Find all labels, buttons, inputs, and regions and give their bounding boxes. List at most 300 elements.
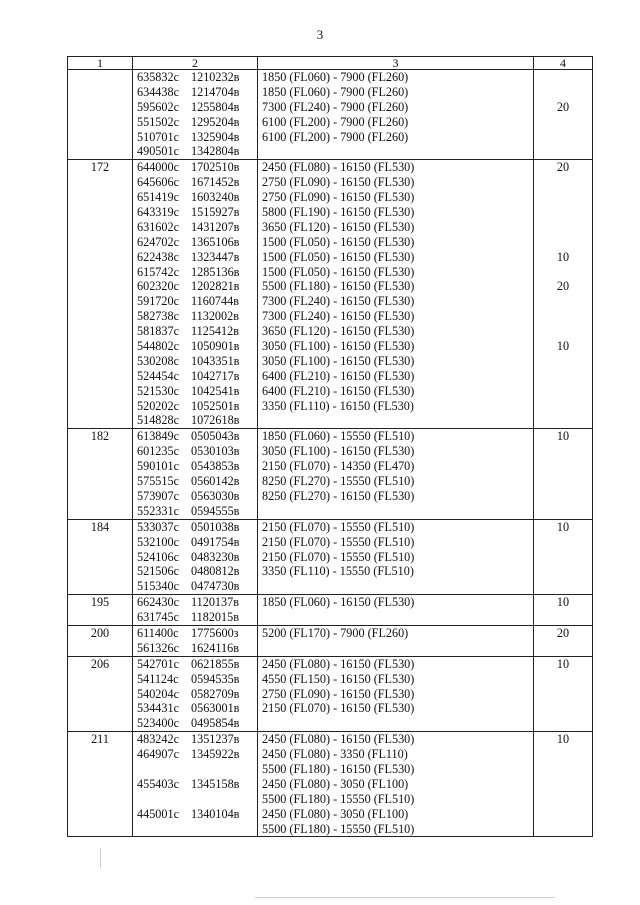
coordinate-line bbox=[137, 641, 253, 656]
longitude: 1132002в bbox=[191, 309, 239, 324]
longitude: 1125412в bbox=[191, 324, 239, 339]
latitude: 524106с bbox=[137, 549, 179, 564]
latitude: 582738с bbox=[137, 309, 179, 324]
latitude: 602320с bbox=[137, 279, 179, 294]
latitude: 514828с bbox=[137, 413, 179, 428]
coordinate-line bbox=[137, 504, 253, 519]
latitude: 662430с bbox=[137, 595, 179, 610]
coordinate-line bbox=[137, 175, 253, 190]
altitude-range: 2750 (FL090) - 16150 (FL530) bbox=[262, 175, 415, 190]
latitude: 521506с bbox=[137, 564, 179, 579]
latitude: 631745с bbox=[137, 610, 179, 625]
coordinate-line bbox=[137, 520, 253, 535]
altitude-range: 5800 (FL190) - 16150 (FL530) bbox=[262, 205, 415, 220]
longitude: 1702510в bbox=[191, 160, 240, 175]
longitude: 1182015в bbox=[191, 610, 239, 625]
altitude-range: 5500 (FL180) - 15550 (FL510) bbox=[262, 821, 415, 836]
altitude-range: 2150 (FL070) - 16150 (FL530) bbox=[262, 701, 415, 716]
coordinates-cell bbox=[133, 70, 258, 160]
altitude-range: 3350 (FL110) - 15550 (FL510) bbox=[262, 564, 414, 579]
longitude: 0501038в bbox=[191, 519, 240, 534]
latitude: 483242с bbox=[137, 732, 179, 747]
altitude-range: 3650 (FL120) - 16150 (FL530) bbox=[262, 219, 415, 234]
altitude-range: 1850 (FL060) - 7900 (FL260) bbox=[262, 84, 409, 99]
latitude: 561326с bbox=[137, 640, 179, 655]
table-group-row bbox=[68, 70, 593, 160]
coordinate-line bbox=[137, 130, 253, 145]
longitude: 0480812в bbox=[191, 564, 240, 579]
scan-artifact-line bbox=[100, 848, 101, 868]
coordinate-line bbox=[137, 489, 253, 504]
latitude: 544802с bbox=[137, 339, 179, 354]
group-id: 184 bbox=[90, 519, 110, 534]
longitude: 0594535в bbox=[191, 671, 240, 686]
value: 10 bbox=[556, 519, 570, 534]
group-id: 172 bbox=[90, 160, 110, 175]
longitude: 1042541в bbox=[191, 383, 240, 398]
value: 20 bbox=[556, 160, 570, 175]
value bbox=[538, 807, 588, 822]
group-id: 206 bbox=[90, 656, 110, 671]
altitude-range: 7300 (FL240) - 7900 (FL260) bbox=[262, 99, 409, 114]
latitude: 515340с bbox=[137, 579, 179, 594]
latitude: 581837с bbox=[137, 324, 179, 339]
value: 10 bbox=[556, 656, 570, 671]
latitude: 533037с bbox=[137, 519, 179, 534]
latitude: 624702с bbox=[137, 234, 179, 249]
altitude-range: 1850 (FL060) - 15550 (FL510) bbox=[262, 429, 415, 444]
latitude: 540204с bbox=[137, 686, 179, 701]
table-header-row bbox=[68, 57, 593, 70]
coordinate-line bbox=[137, 294, 253, 309]
value: 10 bbox=[556, 429, 570, 444]
altitude-range bbox=[262, 610, 529, 625]
longitude: 1323447в bbox=[191, 249, 240, 264]
coordinate-line bbox=[137, 100, 253, 115]
altitude-range: 3650 (FL120) - 16150 (FL530) bbox=[262, 324, 415, 339]
value bbox=[538, 777, 588, 792]
longitude: 1624116в bbox=[191, 640, 239, 655]
altitude-range: 8250 (FL270) - 15550 (FL510) bbox=[262, 474, 415, 489]
altitude-range: 2450 (FL080) - 3050 (FL100) bbox=[262, 806, 409, 821]
longitude: 1351237в bbox=[191, 732, 240, 747]
altitude-cell bbox=[258, 160, 534, 429]
coordinate-line bbox=[137, 732, 253, 747]
coordinate-line bbox=[137, 716, 253, 731]
latitude: 534431с bbox=[137, 701, 179, 716]
longitude: 0483230в bbox=[191, 549, 240, 564]
altitude-range: 1500 (FL050) - 16150 (FL530) bbox=[262, 264, 415, 279]
altitude-range: 2750 (FL090) - 16150 (FL530) bbox=[262, 190, 415, 205]
coordinate-line bbox=[137, 70, 253, 85]
altitude-range: 5200 (FL170) - 7900 (FL260) bbox=[262, 625, 409, 640]
coordinate-line bbox=[137, 220, 253, 235]
table-group-row bbox=[68, 625, 593, 656]
group-id: 211 bbox=[91, 732, 109, 747]
latitude bbox=[137, 792, 191, 807]
value bbox=[538, 792, 588, 807]
value bbox=[538, 641, 588, 656]
scan-artifact-line bbox=[255, 897, 555, 898]
altitude-range: 3350 (FL110) - 16150 (FL530) bbox=[262, 398, 414, 413]
coordinates-cell bbox=[133, 160, 258, 429]
latitude: 645606с bbox=[137, 175, 179, 190]
longitude: 0582709в bbox=[191, 686, 240, 701]
page-number: 3 bbox=[316, 27, 324, 42]
altitude-cell bbox=[258, 70, 534, 160]
coordinate-line bbox=[137, 429, 253, 444]
altitude-range: 2150 (FL070) - 14350 (FL470) bbox=[262, 459, 415, 474]
latitude: 532100с bbox=[137, 534, 179, 549]
coordinate-line bbox=[137, 672, 253, 687]
altitude-range: 1850 (FL060) - 16150 (FL530) bbox=[262, 595, 415, 610]
latitude: 631602с bbox=[137, 219, 179, 234]
longitude: 1671452в bbox=[191, 175, 240, 190]
altitude-range: 2450 (FL080) - 16150 (FL530) bbox=[262, 656, 415, 671]
latitude: 644000с bbox=[137, 160, 179, 175]
longitude: 0563001в bbox=[191, 701, 240, 716]
longitude: 1043351в bbox=[191, 353, 240, 368]
longitude: 1295204в bbox=[191, 114, 240, 129]
latitude: 530208с bbox=[137, 353, 179, 368]
altitude-range: 2450 (FL080) - 3350 (FL110) bbox=[262, 747, 408, 762]
longitude: 0594555в bbox=[191, 503, 240, 518]
coordinate-line bbox=[137, 657, 253, 672]
value bbox=[538, 716, 588, 731]
coordinate-line bbox=[137, 309, 253, 324]
latitude: 464907с bbox=[137, 747, 179, 762]
coordinate-line bbox=[137, 144, 253, 159]
altitude-range: 2150 (FL070) - 15550 (FL510) bbox=[262, 549, 415, 564]
latitude: 601235с bbox=[137, 444, 179, 459]
coordinate-line bbox=[137, 762, 253, 777]
altitude-range: 4550 (FL150) - 16150 (FL530) bbox=[262, 671, 415, 686]
value-cell bbox=[534, 160, 593, 429]
longitude: 0560142в bbox=[191, 474, 240, 489]
table-body bbox=[68, 70, 593, 837]
longitude: 1603240в bbox=[191, 190, 240, 205]
value bbox=[538, 309, 588, 324]
coordinate-line bbox=[137, 687, 253, 702]
value-cell bbox=[534, 656, 593, 731]
value-cell bbox=[534, 625, 593, 656]
latitude: 551502с bbox=[137, 114, 179, 129]
longitude: 1052501в bbox=[191, 398, 240, 413]
value-cell bbox=[534, 732, 593, 837]
coordinate-line bbox=[137, 444, 253, 459]
value bbox=[538, 220, 588, 235]
value bbox=[538, 504, 588, 519]
value bbox=[538, 413, 588, 428]
coordinate-line bbox=[137, 235, 253, 250]
value: 20 bbox=[556, 99, 570, 114]
value bbox=[538, 115, 588, 130]
altitude-range: 5500 (FL180) - 16150 (FL530) bbox=[262, 279, 415, 294]
coordinates-cell bbox=[133, 656, 258, 731]
longitude: 1255804в bbox=[191, 99, 240, 114]
altitude-cell bbox=[258, 732, 534, 837]
table-group-row bbox=[68, 519, 593, 594]
latitude: 615742с bbox=[137, 264, 179, 279]
altitude-range: 3050 (FL100) - 16150 (FL530) bbox=[262, 353, 415, 368]
longitude: 0543853в bbox=[191, 459, 240, 474]
longitude: 1050901в bbox=[191, 339, 240, 354]
value bbox=[538, 550, 588, 565]
group-id-cell bbox=[68, 160, 133, 429]
longitude: 1120137в bbox=[191, 595, 239, 610]
latitude: 552331с bbox=[137, 503, 179, 518]
altitude-range bbox=[262, 413, 529, 428]
table-group-row bbox=[68, 656, 593, 731]
group-id-cell bbox=[68, 519, 133, 594]
value bbox=[538, 474, 588, 489]
group-id: 182 bbox=[90, 429, 110, 444]
group-id: 200 bbox=[90, 625, 110, 640]
latitude: 651419с bbox=[137, 190, 179, 205]
value bbox=[538, 384, 588, 399]
longitude: 1345158в bbox=[191, 776, 240, 791]
value bbox=[538, 610, 588, 625]
coordinate-line bbox=[137, 265, 253, 280]
latitude: 622438с bbox=[137, 249, 179, 264]
coordinate-line bbox=[137, 822, 253, 837]
value-cell bbox=[534, 595, 593, 626]
value bbox=[538, 747, 588, 762]
value-cell bbox=[534, 429, 593, 519]
coordinate-line bbox=[137, 610, 253, 625]
coordinate-line bbox=[137, 384, 253, 399]
value bbox=[538, 324, 588, 339]
value bbox=[538, 369, 588, 384]
group-id bbox=[72, 70, 128, 85]
latitude: 490501с bbox=[137, 144, 179, 159]
altitude-range: 6400 (FL210) - 16150 (FL530) bbox=[262, 383, 415, 398]
altitude-range: 2450 (FL080) - 3050 (FL100) bbox=[262, 776, 409, 791]
value bbox=[538, 235, 588, 250]
altitude-range bbox=[262, 579, 529, 594]
group-id-cell bbox=[68, 732, 133, 837]
latitude: 611400с bbox=[137, 625, 179, 640]
coordinate-line bbox=[137, 160, 253, 175]
latitude bbox=[137, 762, 191, 777]
altitude-range: 2150 (FL070) - 15550 (FL510) bbox=[262, 534, 415, 549]
coordinates-cell bbox=[133, 519, 258, 594]
value bbox=[538, 822, 588, 837]
longitude: 1160744в bbox=[191, 294, 239, 309]
coordinate-line bbox=[137, 115, 253, 130]
longitude: 1431207в bbox=[191, 219, 240, 234]
longitude: 1345922в bbox=[191, 747, 240, 762]
latitude: 613849с bbox=[137, 429, 179, 444]
value bbox=[538, 205, 588, 220]
table-group-row bbox=[68, 595, 593, 626]
altitude-range bbox=[262, 144, 529, 159]
latitude: 591720с bbox=[137, 294, 179, 309]
altitude-range: 3050 (FL100) - 16150 (FL530) bbox=[262, 444, 415, 459]
coordinates-cell bbox=[133, 429, 258, 519]
value: 10 bbox=[556, 732, 570, 747]
coordinate-line bbox=[137, 369, 253, 384]
coordinates-cell bbox=[133, 595, 258, 626]
coordinate-line bbox=[137, 279, 253, 294]
altitude-range: 6400 (FL210) - 16150 (FL530) bbox=[262, 368, 415, 383]
latitude: 541124с bbox=[137, 671, 179, 686]
latitude: 510701с bbox=[137, 129, 179, 144]
value: 10 bbox=[556, 249, 570, 264]
altitude-range bbox=[262, 716, 529, 731]
value bbox=[538, 444, 588, 459]
coordinate-line bbox=[137, 579, 253, 594]
value bbox=[538, 459, 588, 474]
coordinate-line bbox=[137, 324, 253, 339]
airspace-table bbox=[67, 56, 593, 837]
longitude: 1210232в bbox=[191, 70, 240, 84]
value-cell bbox=[534, 70, 593, 160]
altitude-range: 7300 (FL240) - 16150 (FL530) bbox=[262, 294, 415, 309]
group-id: 195 bbox=[90, 595, 110, 610]
column-header-2: 2 bbox=[133, 57, 258, 70]
coordinate-line bbox=[137, 399, 253, 414]
latitude: 595602с bbox=[137, 99, 179, 114]
altitude-range: 6100 (FL200) - 7900 (FL260) bbox=[262, 114, 409, 129]
coordinate-line bbox=[137, 777, 253, 792]
latitude: 455403с bbox=[137, 776, 179, 791]
altitude-range: 3050 (FL100) - 16150 (FL530) bbox=[262, 339, 415, 354]
altitude-range: 5500 (FL180) - 15550 (FL510) bbox=[262, 791, 415, 806]
coordinate-line bbox=[137, 85, 253, 100]
group-id-cell bbox=[68, 656, 133, 731]
longitude: 1325904в bbox=[191, 129, 240, 144]
coordinates-cell bbox=[133, 732, 258, 837]
altitude-cell bbox=[258, 625, 534, 656]
altitude-range: 2150 (FL070) - 15550 (FL510) bbox=[262, 519, 415, 534]
latitude: 635832с bbox=[137, 70, 179, 84]
coordinate-line bbox=[137, 792, 253, 807]
altitude-range: 8250 (FL270) - 16150 (FL530) bbox=[262, 488, 415, 503]
longitude: 0474730в bbox=[191, 579, 240, 594]
value bbox=[538, 701, 588, 716]
coordinate-line bbox=[137, 535, 253, 550]
coordinate-line bbox=[137, 807, 253, 822]
coordinate-line bbox=[137, 701, 253, 716]
group-id-cell bbox=[68, 625, 133, 656]
longitude: 0505043в bbox=[191, 429, 240, 444]
altitude-cell bbox=[258, 429, 534, 519]
longitude: 1342804в bbox=[191, 144, 240, 159]
altitude-range: 2750 (FL090) - 16150 (FL530) bbox=[262, 686, 415, 701]
longitude: 0621855в bbox=[191, 656, 240, 671]
latitude: 634438с bbox=[137, 84, 179, 99]
value bbox=[538, 85, 588, 100]
value bbox=[538, 399, 588, 414]
value bbox=[538, 144, 588, 159]
coordinate-line bbox=[137, 747, 253, 762]
value bbox=[538, 579, 588, 594]
altitude-cell bbox=[258, 519, 534, 594]
longitude: 0495854в bbox=[191, 716, 240, 731]
altitude-range: 7300 (FL240) - 16150 (FL530) bbox=[262, 309, 415, 324]
value bbox=[538, 564, 588, 579]
coordinate-line bbox=[137, 190, 253, 205]
value: 20 bbox=[556, 279, 570, 294]
latitude: 643319с bbox=[137, 205, 179, 220]
column-header-4: 4 bbox=[534, 57, 593, 70]
latitude: 520202с bbox=[137, 398, 179, 413]
latitude: 523400с bbox=[137, 716, 179, 731]
table-group-row bbox=[68, 429, 593, 519]
coordinate-line bbox=[137, 250, 253, 265]
column-header-3: 3 bbox=[258, 57, 534, 70]
coordinate-line bbox=[137, 474, 253, 489]
longitude: 1202821в bbox=[191, 279, 240, 294]
altitude-range: 2450 (FL080) - 16150 (FL530) bbox=[262, 732, 415, 747]
value: 10 bbox=[556, 595, 570, 610]
longitude: 0530103в bbox=[191, 444, 240, 459]
coordinate-line bbox=[137, 205, 253, 220]
value: 10 bbox=[556, 339, 570, 354]
value bbox=[538, 354, 588, 369]
column-header-1: 1 bbox=[68, 57, 133, 70]
value bbox=[538, 190, 588, 205]
value bbox=[538, 672, 588, 687]
value bbox=[538, 70, 588, 85]
coordinate-line bbox=[137, 626, 253, 641]
latitude: 573907с bbox=[137, 488, 179, 503]
longitude: 1285136в bbox=[191, 264, 240, 279]
coordinate-line bbox=[137, 550, 253, 565]
latitude: 575515с bbox=[137, 474, 179, 489]
value bbox=[538, 175, 588, 190]
altitude-range: 2450 (FL080) - 16150 (FL530) bbox=[262, 160, 415, 175]
altitude-range: 1500 (FL050) - 16150 (FL530) bbox=[262, 249, 415, 264]
altitude-range: 6100 (FL200) - 7900 (FL260) bbox=[262, 129, 409, 144]
coordinate-line bbox=[137, 413, 253, 428]
value bbox=[538, 294, 588, 309]
longitude: 1775600з bbox=[191, 625, 239, 640]
longitude: 1214704в bbox=[191, 84, 240, 99]
value: 20 bbox=[556, 625, 570, 640]
latitude: 521530с bbox=[137, 383, 179, 398]
group-id-cell bbox=[68, 70, 133, 160]
latitude: 590101с bbox=[137, 459, 179, 474]
coordinate-line bbox=[137, 595, 253, 610]
altitude-range bbox=[262, 641, 529, 656]
latitude bbox=[137, 822, 191, 837]
altitude-range: 1850 (FL060) - 7900 (FL260) bbox=[262, 70, 409, 84]
coordinate-line bbox=[137, 564, 253, 579]
table-group-row bbox=[68, 160, 593, 429]
value-cell bbox=[534, 519, 593, 594]
latitude: 524454с bbox=[137, 368, 179, 383]
latitude: 445001с bbox=[137, 806, 179, 821]
coordinate-line bbox=[137, 354, 253, 369]
longitude: 1365106в bbox=[191, 234, 240, 249]
value bbox=[538, 489, 588, 504]
longitude: 1072618в bbox=[191, 413, 240, 428]
coordinate-line bbox=[137, 459, 253, 474]
longitude: 1515927в bbox=[191, 205, 240, 220]
longitude: 0491754в bbox=[191, 534, 240, 549]
value bbox=[538, 687, 588, 702]
altitude-range: 1500 (FL050) - 16150 (FL530) bbox=[262, 234, 415, 249]
value bbox=[538, 265, 588, 280]
latitude: 542701с bbox=[137, 656, 179, 671]
group-id-cell bbox=[68, 429, 133, 519]
altitude-range: 5500 (FL180) - 16150 (FL530) bbox=[262, 761, 415, 776]
longitude: 1340104в bbox=[191, 806, 240, 821]
coordinates-cell bbox=[133, 625, 258, 656]
longitude: 0563030в bbox=[191, 488, 240, 503]
